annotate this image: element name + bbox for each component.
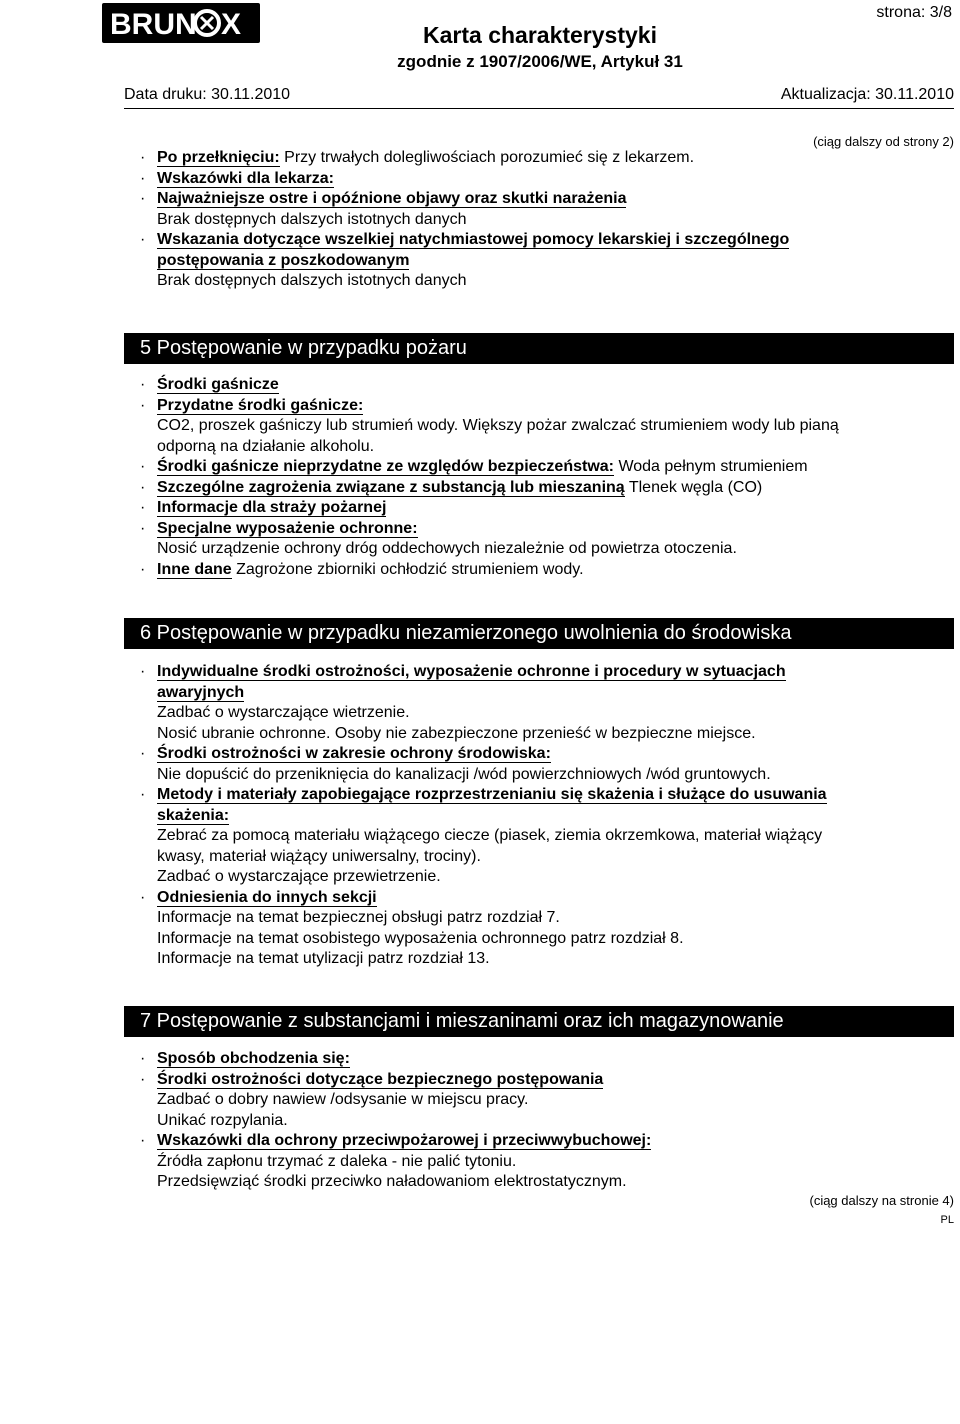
bullet-dot: · [140,1070,146,1088]
bullet-dot: · [140,560,146,578]
bullet-dot: · [140,149,146,166]
text-line [140,1111,954,1132]
text-line [140,1090,954,1111]
section-7-body [140,1049,954,1193]
field-text: Unikać rozpylania. [157,1111,288,1129]
svg-text:BRUN: BRUN [110,8,197,39]
header-divider [124,108,954,109]
field-text: Nie dopuścić do przeniknięcia do kanalizacji /wód powierzchniowych /wód gruntowych. [157,765,771,783]
language-code: PL [940,1214,954,1226]
field-label: awaryjnych [157,683,245,701]
date-line [124,86,954,104]
text-line [140,724,954,745]
text-line [140,251,954,272]
field-text: Zadbać o wystarczające przewietrzenie. [157,868,441,885]
field-text: CO2, proszek gaśniczy lub strumień wody. Większy pożar zwalczać strumieniem wody lub pianą [157,417,839,434]
field-label: Inne dane [157,560,232,578]
field-text: Przedsięwziąć środki przeciwko naładowaniom elektrostatycznym. [157,1173,627,1190]
bullet-dot: · [140,190,146,207]
field-text: kwasy, materiał wiążący uniwersalny, trociny). [157,847,481,865]
bullet-dot: · [140,376,146,393]
bullet-dot: · [140,663,146,680]
field-label: Odniesienia do innych sekcji [157,888,377,906]
page-number: strona: 3/8 [876,4,952,21]
section-5-heading: 5 Postępowanie w przypadku pożaru [124,333,954,364]
field-label: Najważniejsze ostre i opóźnione objawy oraz skutki narażenia [157,190,627,207]
text-line [140,908,954,929]
text-line [140,437,954,458]
svg-text:X: X [221,8,242,39]
field-label: Po przełknięciu: [157,149,280,166]
bullet-dot: · [140,396,146,414]
section-6-body [140,662,954,970]
text-line [140,210,954,231]
bullet-dot: · [140,1050,146,1067]
field-label: Wskazówki dla lekarza: [157,169,334,187]
field-label: Informacje dla straży pożarnej [157,499,387,516]
field-text: Zadbać o dobry nawiew /odsysanie w miejscu pracy. [157,1091,529,1108]
bullet-dot: · [140,888,146,906]
field-label: Środki gaśnicze [157,376,279,393]
bullet-dot: · [140,458,146,475]
text-line [140,744,954,765]
field-label: skażenia: [157,806,230,824]
field-label: Sposób obchodzenia się: [157,1050,350,1067]
field-text: Zagrożone zbiorniki ochłodzić strumieniem wody. [231,560,584,578]
text-line [140,826,954,847]
section-5-body [140,375,954,580]
field-text: Informacje na temat osobistego wyposażenia ochronnego patrz rozdział 8. [157,929,684,947]
text-line [140,765,954,786]
first-aid-continuation [140,148,954,292]
field-text: Źródła zapłonu trzymać z daleka - nie palić tytoniu. [157,1152,517,1170]
bullet-dot: · [140,231,146,248]
print-date: Data druku: 30.11.2010 [124,86,291,103]
bullet-dot: · [140,786,146,803]
update-date: Aktualizacja: 30.11.2010 [780,86,954,103]
field-label: Metody i materiały zapobiegające rozprzestrzenianiu się skażenia i służące do usuwania [157,786,827,803]
text-line [140,1049,954,1070]
bullet-dot: · [140,499,146,516]
field-text: odporną na działanie alkoholu. [157,437,375,455]
text-line [140,375,954,396]
text-line [140,457,954,478]
text-line [140,888,954,909]
text-line [140,189,954,210]
text-line [140,1131,954,1152]
text-line [140,560,954,581]
text-line [140,416,954,437]
text-line [140,1152,954,1173]
field-text: Tlenek węgla (CO) [624,478,763,496]
text-line [140,929,954,950]
field-label: Specjalne wyposażenie ochronne: [157,519,418,537]
continued-to-note: (ciąg dalszy na stronie 4) [809,1193,954,1208]
continued-from-note: (ciąg dalszy od strony 2) [813,134,954,149]
text-line [140,230,954,251]
field-text: Zadbać o wystarczające wietrzenie. [157,704,410,721]
field-label: Wskazania dotyczące wszelkiej natychmiastowej pomocy lekarskiej i szczególnego [157,231,790,248]
field-label: Środki ostrożności w zakresie ochrony środowiska: [157,745,551,762]
field-text: Informacje na temat bezpiecznej obsługi patrz rozdział 7. [157,909,560,926]
field-text: Zebrać za pomocą materiału wiążącego ciecze (piasek, ziemia okrzemkowa, materiał wiążący [157,827,823,844]
field-text: Nosić urządzenie ochrony dróg oddechowych niezależnie od powietrza otoczenia. [157,540,737,557]
field-text: Brak dostępnych dalszych istotnych danych [157,272,467,289]
text-line [140,1172,954,1193]
field-text: Nosić ubranie ochronne. Osoby nie zabezpieczone przenieść w bezpieczne miejsce. [157,724,756,742]
document-subtitle: zgodnie z 1907/2006/WE, Artykuł 31 [397,52,683,71]
text-line [140,683,954,704]
field-label: Środki ostrożności dotyczące bezpiecznego postępowania [157,1070,604,1088]
field-label: Szczególne zagrożenia związane z substancją lub mieszaniną [157,478,625,496]
document-title: Karta charakterystyki [423,22,657,48]
text-line [140,847,954,868]
field-label: Wskazówki dla ochrony przeciwpożarowej i przeciwwybuchowej: [157,1132,652,1149]
field-label: Przydatne środki gaśnicze: [157,396,364,414]
text-line [140,539,954,560]
text-line [140,949,954,970]
text-line [140,867,954,888]
field-label: Środki gaśnicze nieprzydatne ze względów bezpieczeństwa: [157,458,614,475]
bullet-dot: · [140,1132,146,1149]
text-line [140,148,954,169]
field-text: Brak dostępnych dalszych istotnych danych [157,210,467,228]
text-line [140,703,954,724]
text-line [140,662,954,683]
field-text: Przy trwałych dolegliwościach porozumieć się z lekarzem. [279,149,695,166]
text-line [140,498,954,519]
text-line [140,271,954,292]
section-7-heading: 7 Postępowanie z substancjami i mieszaninami oraz ich magazynowanie [124,1006,954,1037]
field-text: Woda pełnym strumieniem [614,458,808,475]
text-line [140,1070,954,1091]
text-line [140,785,954,806]
bullet-dot: · [140,745,146,762]
field-label: postępowania z poszkodowanym [157,251,410,269]
field-text: Informacje na temat utylizacji patrz rozdział 13. [157,950,490,967]
text-line [140,519,954,540]
bullet-dot: · [140,478,146,496]
bullet-dot: · [140,169,146,187]
section-6-heading: 6 Postępowanie w przypadku niezamierzonego uwolnienia do środowiska [124,618,954,649]
text-line [140,478,954,499]
text-line [140,169,954,190]
field-label: Indywidualne środki ostrożności, wyposażenie ochronne i procedury w sytuacjach [157,663,786,680]
bullet-dot: · [140,519,146,537]
text-line [140,806,954,827]
text-line [140,396,954,417]
